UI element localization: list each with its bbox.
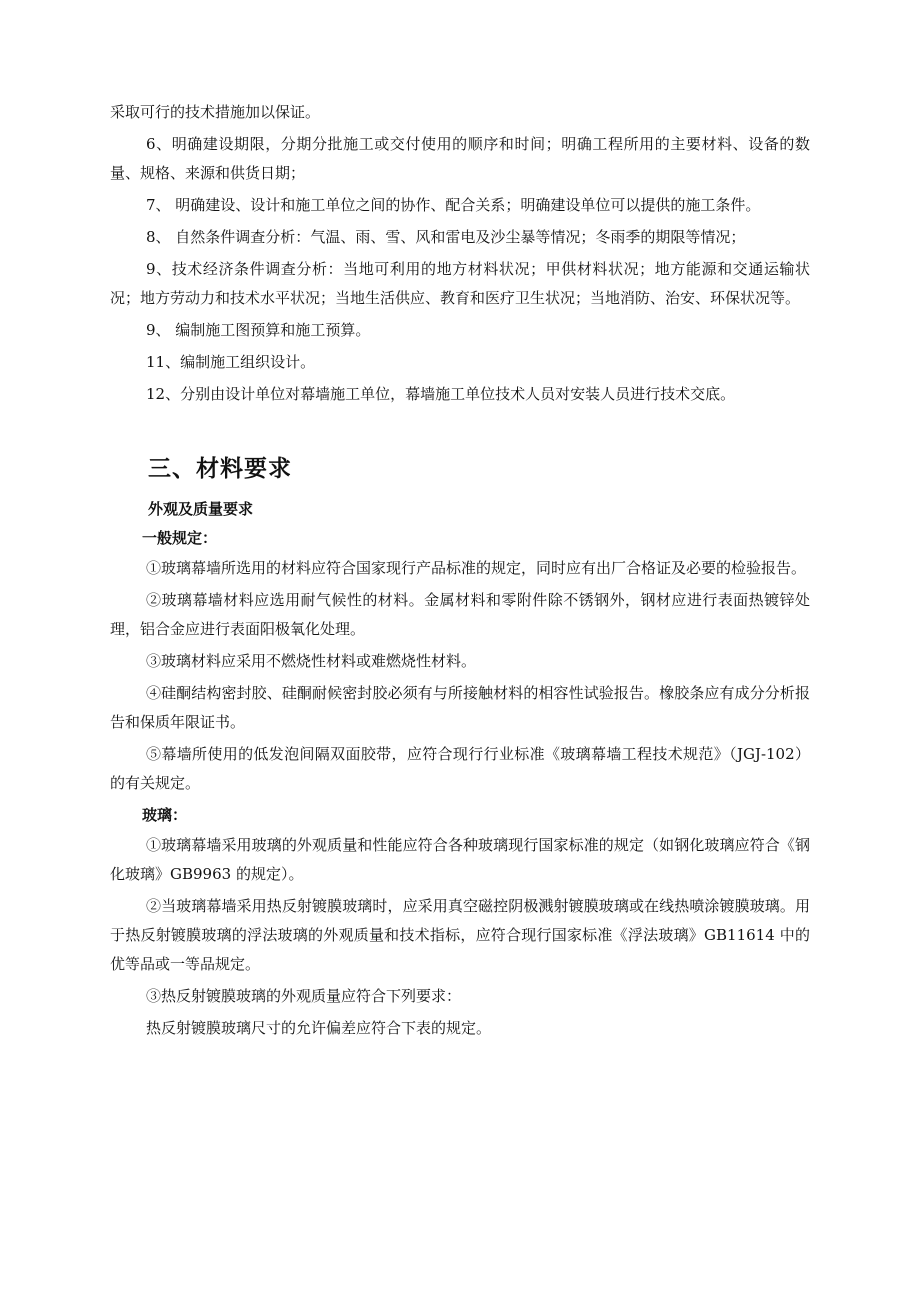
general-item-2: ②玻璃幕墙材料应选用耐气候性的材料。金属材料和零附件除不锈钢外，钢材应进行表面热镀锌处理，铝合金应进行表面阳极氧化处理。 bbox=[110, 591, 810, 638]
glass-heading: 玻璃： bbox=[142, 806, 188, 824]
paragraph-continuation: 采取可行的技术措施加以保证。 bbox=[110, 103, 321, 121]
section-spacer bbox=[110, 412, 810, 452]
document-page bbox=[110, 98, 810, 1046]
paragraph-item-7: 7、 明确建设、设计和施工单位之间的协作、配合关系；明确建设单位可以提供的施工条件。 bbox=[146, 196, 761, 214]
paragraph-item-11: 11、编制施工组织设计。 bbox=[146, 353, 316, 371]
paragraph-item-9a: 9、技术经济条件调查分析：当地可利用的地方材料状况；甲供材料状况；地方能源和交通运输状况；地方劳动力和技术水平状况；当地生活供应、教育和医疗卫生状况；当地消防、治安、环保状况等。 bbox=[110, 260, 810, 307]
glass-item-4: 热反射镀膜玻璃尺寸的允许偏差应符合下表的规定。 bbox=[146, 1019, 492, 1037]
glass-item-3: ③热反射镀膜玻璃的外观质量应符合下列要求： bbox=[146, 987, 462, 1005]
glass-item-1: ①玻璃幕墙采用玻璃的外观质量和性能应符合各种玻璃现行国家标准的规定（如钢化玻璃应符合《钢化玻璃》GB9963 的规定）。 bbox=[110, 836, 810, 883]
paragraph-item-9b: 9、 编制施工图预算和施工预算。 bbox=[146, 321, 371, 339]
paragraph-item-12: 12、分别由设计单位对幕墙施工单位，幕墙施工单位技术人员对安装人员进行技术交底。 bbox=[146, 385, 736, 403]
general-item-5: ⑤幕墙所使用的低发泡间隔双面胶带，应符合现行行业标准《玻璃幕墙工程技术规范》（JGJ-102）的有关规定。 bbox=[110, 745, 810, 792]
general-item-4: ④硅酮结构密封胶、硅酮耐候密封胶必须有与所接触材料的相容性试验报告。橡胶条应有成分分析报告和保质年限证书。 bbox=[110, 684, 810, 731]
general-heading: 一般规定： bbox=[142, 529, 218, 547]
section-title: 三、材料要求 bbox=[148, 455, 292, 482]
general-item-3: ③玻璃材料应采用不燃烧性材料或难燃烧性材料。 bbox=[146, 652, 477, 670]
general-item-1: ①玻璃幕墙所选用的材料应符合国家现行产品标准的规定，同时应有出厂合格证及必要的检验报告。 bbox=[146, 559, 807, 577]
glass-item-2: ②当玻璃幕墙采用热反射镀膜玻璃时，应采用真空磁控阴极溅射镀膜玻璃或在线热喷涂镀膜玻璃。用于热反射镀膜玻璃的浮法玻璃的外观质量和技术指标，应符合现行国家标准《浮法玻璃》GB11614 中的优等品或一等品规定。 bbox=[110, 897, 810, 973]
paragraph-item-8: 8、 自然条件调查分析：气温、雨、雪、风和雷电及沙尘暴等情况；冬雨季的期限等情况； bbox=[146, 228, 746, 246]
subsection-title: 外观及质量要求 bbox=[148, 500, 254, 518]
paragraph-item-6: 6、明确建设期限，分期分批施工或交付使用的顺序和时间；明确工程所用的主要材料、设备的数量、规格、来源和供货日期； bbox=[110, 135, 810, 182]
